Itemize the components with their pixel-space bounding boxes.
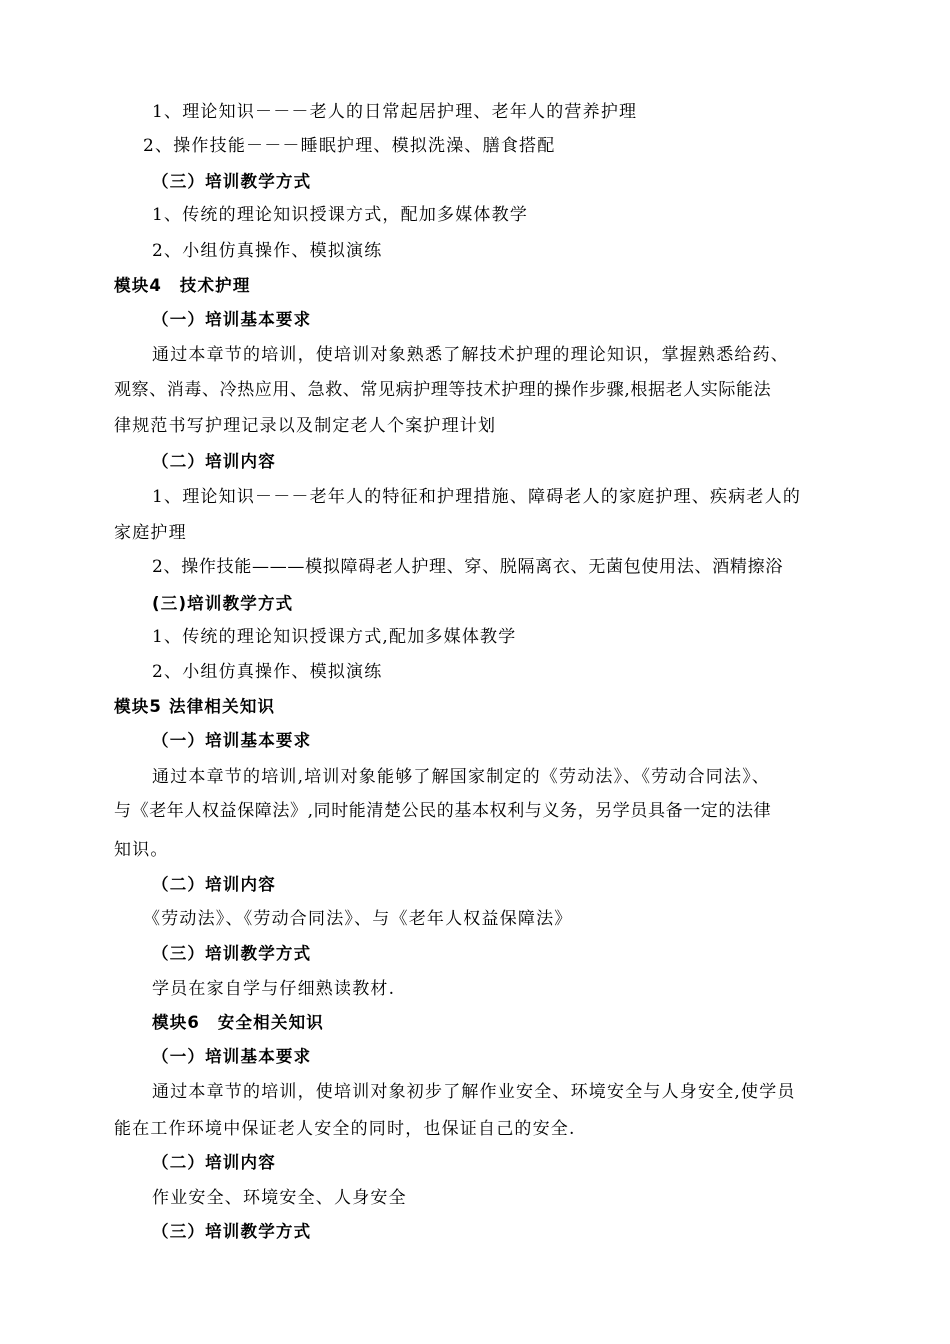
paragraph-line: 知识。 (114, 840, 169, 860)
content-line: 2、小组仿真操作、模拟演练 (152, 662, 383, 682)
paragraph-line: 能在工作环境中保证老人安全的同时，也保证自己的安全. (114, 1119, 576, 1139)
section-heading: （二）培训内容 (152, 1153, 276, 1172)
content-line: 《劳动法》、《劳动合同法》、与《老年人权益保障法》 (143, 909, 573, 929)
section-heading: (三)培训教学方式 (152, 594, 294, 613)
section-heading: （一）培训基本要求 (152, 1047, 312, 1066)
content-line: 学员在家自学与仔细熟读教材. (152, 979, 396, 999)
content-line: 1、传统的理论知识授课方式,配加多媒体教学 (152, 627, 517, 647)
content-line: 2、小组仿真操作、模拟演练 (152, 241, 383, 261)
paragraph-line: 通过本章节的培训，使培训对象初步了解作业安全、环境安全与人身安全,使学员 (152, 1082, 796, 1102)
content-line: 2、操作技能－－－睡眠护理、模拟洗澡、膳食搭配 (143, 136, 556, 156)
content-line: 作业安全、环境安全、人身安全 (152, 1188, 407, 1208)
paragraph-line: 与《老年人权益保障法》,同时能清楚公民的基本权利与义务，另学员具备一定的法律 (114, 801, 772, 821)
section-heading: （一）培训基本要求 (152, 731, 312, 750)
paragraph-line: 观察、消毒、冷热应用、急救、常见病护理等技术护理的操作步骤,根据老人实际能法 (114, 380, 772, 400)
paragraph-line: 通过本章节的培训,培训对象能够了解国家制定的《劳动法》、《劳动合同法》、 (152, 767, 771, 787)
paragraph-line: 律规范书写护理记录以及制定老人个案护理计划 (114, 416, 497, 436)
module-heading: 模块5 法律相关知识 (114, 697, 276, 716)
content-line: 1、理论知识－－－老人的日常起居护理、老年人的营养护理 (152, 102, 638, 122)
paragraph-line: 通过本章节的培训，使培训对象熟悉了解技术护理的理论知识，掌握熟悉给药、 (152, 345, 789, 365)
section-heading: （二）培训内容 (152, 452, 276, 471)
module-heading: 模块6 安全相关知识 (152, 1013, 324, 1032)
content-line: 1、传统的理论知识授课方式，配加多媒体教学 (152, 205, 529, 225)
section-heading: （一）培训基本要求 (152, 310, 312, 329)
content-line: 家庭护理 (114, 523, 187, 543)
section-heading: （三）培训教学方式 (152, 172, 312, 191)
section-heading: （三）培训教学方式 (152, 1222, 312, 1241)
section-heading: （三）培训教学方式 (152, 944, 312, 963)
module-heading: 模块4 技术护理 (114, 276, 251, 295)
content-line: 1、理论知识－－－老年人的特征和护理措施、障碍老人的家庭护理、疾病老人的 (152, 487, 802, 507)
content-line: 2、操作技能———模拟障碍老人护理、穿、脱隔离衣、无菌包使用法、酒精擦浴 (152, 557, 784, 577)
section-heading: （二）培训内容 (152, 875, 276, 894)
